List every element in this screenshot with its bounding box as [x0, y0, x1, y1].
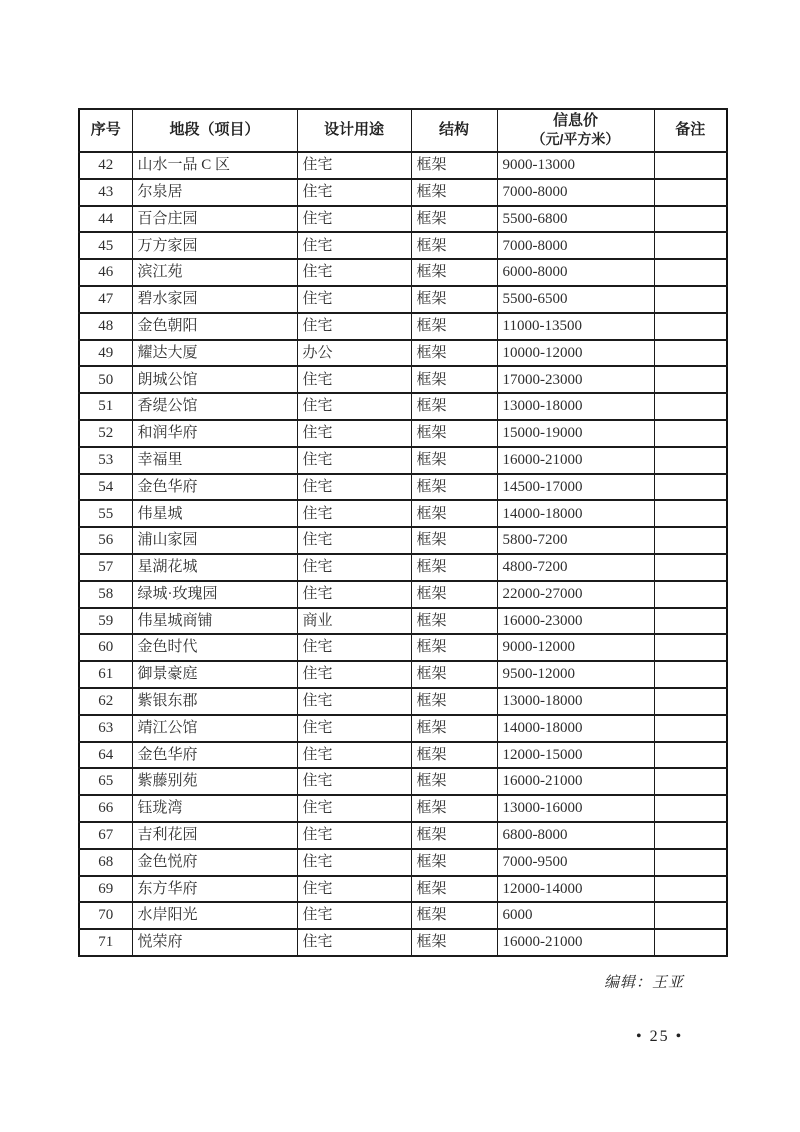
- cell-project: 东方华府: [132, 876, 297, 903]
- table-row: [79, 768, 727, 795]
- cell-structure: 框架: [411, 474, 497, 501]
- table-row: [79, 420, 727, 447]
- cell-usage: 住宅: [297, 474, 411, 501]
- cell-price: 14500-17000: [497, 474, 654, 501]
- cell-price: 9000-12000: [497, 634, 654, 661]
- cell-price: 6000: [497, 902, 654, 929]
- cell-structure: 框架: [411, 849, 497, 876]
- cell-structure: 框架: [411, 420, 497, 447]
- cell-project: 伟星城: [132, 500, 297, 527]
- cell-project: 紫银东郡: [132, 688, 297, 715]
- table-row: [79, 715, 727, 742]
- cell-usage: 住宅: [297, 232, 411, 259]
- cell-price: 9000-13000: [497, 152, 654, 179]
- cell-remark: [654, 581, 727, 608]
- cell-project: 金色朝阳: [132, 313, 297, 340]
- cell-remark: [654, 179, 727, 206]
- cell-remark: [654, 286, 727, 313]
- cell-remark: [654, 500, 727, 527]
- cell-project: 幸福里: [132, 447, 297, 474]
- cell-index: 57: [79, 554, 132, 581]
- cell-usage: 住宅: [297, 313, 411, 340]
- cell-index: 61: [79, 661, 132, 688]
- cell-usage: 住宅: [297, 688, 411, 715]
- cell-index: 68: [79, 849, 132, 876]
- header-row: [79, 109, 727, 152]
- cell-project: 耀达大厦: [132, 340, 297, 367]
- cell-structure: 框架: [411, 608, 497, 635]
- cell-index: 42: [79, 152, 132, 179]
- table-row: [79, 634, 727, 661]
- cell-project: 悦荣府: [132, 929, 297, 956]
- cell-usage: 住宅: [297, 420, 411, 447]
- col-header-remark: 备注: [654, 109, 727, 152]
- cell-remark: [654, 849, 727, 876]
- table-row: [79, 527, 727, 554]
- col-header-usage: 设计用途: [297, 109, 411, 152]
- cell-usage: 住宅: [297, 876, 411, 903]
- cell-project: 万方家园: [132, 232, 297, 259]
- table-row: [79, 393, 727, 420]
- cell-usage: 住宅: [297, 929, 411, 956]
- cell-usage: 住宅: [297, 902, 411, 929]
- cell-price: 13000-18000: [497, 688, 654, 715]
- cell-index: 54: [79, 474, 132, 501]
- cell-usage: 住宅: [297, 795, 411, 822]
- cell-index: 46: [79, 259, 132, 286]
- table-body: [79, 152, 727, 956]
- cell-index: 58: [79, 581, 132, 608]
- cell-structure: 框架: [411, 206, 497, 233]
- col-header-price-title: 信息价: [552, 112, 598, 130]
- table-row: [79, 313, 727, 340]
- cell-price: 7000-8000: [497, 179, 654, 206]
- cell-remark: [654, 876, 727, 903]
- cell-project: 水岸阳光: [132, 902, 297, 929]
- cell-index: 63: [79, 715, 132, 742]
- cell-project: 香缇公馆: [132, 393, 297, 420]
- cell-remark: [654, 393, 727, 420]
- cell-remark: [654, 313, 727, 340]
- cell-usage: 商业: [297, 608, 411, 635]
- cell-price: 16000-21000: [497, 447, 654, 474]
- cell-usage: 住宅: [297, 581, 411, 608]
- cell-structure: 框架: [411, 688, 497, 715]
- col-header-price: [497, 109, 654, 152]
- table-row: [79, 286, 727, 313]
- cell-index: 64: [79, 742, 132, 769]
- cell-project: 金色华府: [132, 474, 297, 501]
- cell-index: 48: [79, 313, 132, 340]
- cell-project: 滨江苑: [132, 259, 297, 286]
- cell-structure: 框架: [411, 822, 497, 849]
- cell-remark: [654, 822, 727, 849]
- cell-index: 65: [79, 768, 132, 795]
- cell-price: 15000-19000: [497, 420, 654, 447]
- cell-price: 16000-21000: [497, 768, 654, 795]
- cell-structure: 框架: [411, 554, 497, 581]
- cell-structure: 框架: [411, 527, 497, 554]
- cell-usage: 住宅: [297, 500, 411, 527]
- cell-index: 69: [79, 876, 132, 903]
- cell-structure: 框架: [411, 715, 497, 742]
- cell-index: 67: [79, 822, 132, 849]
- cell-structure: 框架: [411, 742, 497, 769]
- cell-usage: 住宅: [297, 366, 411, 393]
- cell-price: 16000-23000: [497, 608, 654, 635]
- cell-project: 山水一品 C 区: [132, 152, 297, 179]
- cell-price: 14000-18000: [497, 715, 654, 742]
- cell-price: 14000-18000: [497, 500, 654, 527]
- cell-remark: [654, 152, 727, 179]
- cell-structure: 框架: [411, 795, 497, 822]
- table-row: [79, 500, 727, 527]
- cell-project: 尔泉居: [132, 179, 297, 206]
- cell-remark: [654, 795, 727, 822]
- cell-structure: 框架: [411, 340, 497, 367]
- cell-usage: 住宅: [297, 634, 411, 661]
- cell-index: 51: [79, 393, 132, 420]
- table-row: [79, 608, 727, 635]
- table-row: [79, 661, 727, 688]
- cell-index: 52: [79, 420, 132, 447]
- cell-usage: 住宅: [297, 152, 411, 179]
- cell-structure: 框架: [411, 232, 497, 259]
- cell-usage: 住宅: [297, 742, 411, 769]
- cell-project: 金色时代: [132, 634, 297, 661]
- table-row: [79, 688, 727, 715]
- cell-project: 金色悦府: [132, 849, 297, 876]
- cell-price: 9500-12000: [497, 661, 654, 688]
- table-row: [79, 259, 727, 286]
- cell-project: 百合庄园: [132, 206, 297, 233]
- table-row: [79, 581, 727, 608]
- cell-project: 浦山家园: [132, 527, 297, 554]
- cell-remark: [654, 527, 727, 554]
- cell-usage: 住宅: [297, 527, 411, 554]
- cell-project: 御景豪庭: [132, 661, 297, 688]
- page-number: • 25 •: [636, 1028, 684, 1045]
- cell-index: 56: [79, 527, 132, 554]
- cell-project: 星湖花城: [132, 554, 297, 581]
- cell-remark: [654, 715, 727, 742]
- cell-project: 绿城·玫瑰园: [132, 581, 297, 608]
- cell-price: 10000-12000: [497, 340, 654, 367]
- table-row: [79, 340, 727, 367]
- cell-remark: [654, 554, 727, 581]
- cell-price: 16000-21000: [497, 929, 654, 956]
- cell-structure: 框架: [411, 286, 497, 313]
- cell-index: 59: [79, 608, 132, 635]
- table-row: [79, 876, 727, 903]
- col-header-index: 序号: [79, 109, 132, 152]
- cell-project: 钰珑湾: [132, 795, 297, 822]
- table-row: [79, 822, 727, 849]
- cell-structure: 框架: [411, 393, 497, 420]
- cell-structure: 框架: [411, 366, 497, 393]
- cell-usage: 住宅: [297, 393, 411, 420]
- editor-note: 编辑：王亚: [604, 975, 685, 991]
- cell-price: 7000-8000: [497, 232, 654, 259]
- cell-project: 朗城公馆: [132, 366, 297, 393]
- cell-price: 6000-8000: [497, 259, 654, 286]
- cell-structure: 框架: [411, 768, 497, 795]
- cell-usage: 办公: [297, 340, 411, 367]
- table-row: [79, 849, 727, 876]
- cell-index: 50: [79, 366, 132, 393]
- cell-structure: 框架: [411, 634, 497, 661]
- table-row: [79, 474, 727, 501]
- cell-index: 47: [79, 286, 132, 313]
- cell-index: 44: [79, 206, 132, 233]
- cell-remark: [654, 366, 727, 393]
- cell-usage: 住宅: [297, 715, 411, 742]
- cell-remark: [654, 232, 727, 259]
- cell-remark: [654, 259, 727, 286]
- cell-project: 紫藤别苑: [132, 768, 297, 795]
- cell-structure: 框架: [411, 447, 497, 474]
- cell-remark: [654, 742, 727, 769]
- table-row: [79, 366, 727, 393]
- cell-structure: 框架: [411, 929, 497, 956]
- cell-remark: [654, 661, 727, 688]
- cell-index: 43: [79, 179, 132, 206]
- cell-index: 49: [79, 340, 132, 367]
- cell-remark: [654, 340, 727, 367]
- cell-remark: [654, 474, 727, 501]
- cell-usage: 住宅: [297, 768, 411, 795]
- cell-index: 60: [79, 634, 132, 661]
- cell-usage: 住宅: [297, 259, 411, 286]
- cell-usage: 住宅: [297, 849, 411, 876]
- cell-price: 12000-15000: [497, 742, 654, 769]
- cell-usage: 住宅: [297, 206, 411, 233]
- cell-index: 66: [79, 795, 132, 822]
- table-row: [79, 929, 727, 956]
- cell-structure: 框架: [411, 581, 497, 608]
- cell-remark: [654, 447, 727, 474]
- cell-structure: 框架: [411, 500, 497, 527]
- cell-remark: [654, 420, 727, 447]
- cell-structure: 框架: [411, 313, 497, 340]
- cell-structure: 框架: [411, 152, 497, 179]
- col-header-structure: 结构: [411, 109, 497, 152]
- cell-remark: [654, 768, 727, 795]
- cell-price: 12000-14000: [497, 876, 654, 903]
- cell-price: 22000-27000: [497, 581, 654, 608]
- cell-index: 70: [79, 902, 132, 929]
- cell-index: 53: [79, 447, 132, 474]
- cell-structure: 框架: [411, 179, 497, 206]
- cell-price: 13000-18000: [497, 393, 654, 420]
- cell-remark: [654, 608, 727, 635]
- cell-price: 7000-9500: [497, 849, 654, 876]
- cell-price: 5500-6800: [497, 206, 654, 233]
- cell-index: 45: [79, 232, 132, 259]
- cell-usage: 住宅: [297, 661, 411, 688]
- cell-structure: 框架: [411, 902, 497, 929]
- cell-usage: 住宅: [297, 554, 411, 581]
- table-row: [79, 232, 727, 259]
- cell-index: 71: [79, 929, 132, 956]
- cell-price: 5800-7200: [497, 527, 654, 554]
- cell-remark: [654, 929, 727, 956]
- cell-usage: 住宅: [297, 179, 411, 206]
- cell-structure: 框架: [411, 661, 497, 688]
- table-row: [79, 152, 727, 179]
- cell-usage: 住宅: [297, 447, 411, 474]
- cell-remark: [654, 902, 727, 929]
- table-header: [79, 109, 727, 152]
- cell-usage: 住宅: [297, 822, 411, 849]
- cell-price: 6800-8000: [497, 822, 654, 849]
- cell-price: 11000-13500: [497, 313, 654, 340]
- table-row: [79, 902, 727, 929]
- cell-price: 13000-16000: [497, 795, 654, 822]
- cell-remark: [654, 634, 727, 661]
- cell-index: 55: [79, 500, 132, 527]
- table-row: [79, 742, 727, 769]
- cell-project: 和润华府: [132, 420, 297, 447]
- col-header-location: 地段（项目）: [132, 109, 297, 152]
- cell-project: 吉利花园: [132, 822, 297, 849]
- cell-project: 金色华府: [132, 742, 297, 769]
- table-row: [79, 206, 727, 233]
- cell-price: 5500-6500: [497, 286, 654, 313]
- cell-price: 17000-23000: [497, 366, 654, 393]
- cell-project: 靖江公馆: [132, 715, 297, 742]
- cell-index: 62: [79, 688, 132, 715]
- table-row: [79, 179, 727, 206]
- cell-remark: [654, 206, 727, 233]
- cell-structure: 框架: [411, 259, 497, 286]
- table-row: [79, 795, 727, 822]
- price-table: [78, 108, 728, 957]
- col-header-price-unit: （元/平方米）: [531, 131, 620, 148]
- cell-usage: 住宅: [297, 286, 411, 313]
- cell-project: 伟星城商铺: [132, 608, 297, 635]
- cell-structure: 框架: [411, 876, 497, 903]
- cell-project: 碧水家园: [132, 286, 297, 313]
- table-row: [79, 447, 727, 474]
- table-row: [79, 554, 727, 581]
- cell-price: 4800-7200: [497, 554, 654, 581]
- cell-remark: [654, 688, 727, 715]
